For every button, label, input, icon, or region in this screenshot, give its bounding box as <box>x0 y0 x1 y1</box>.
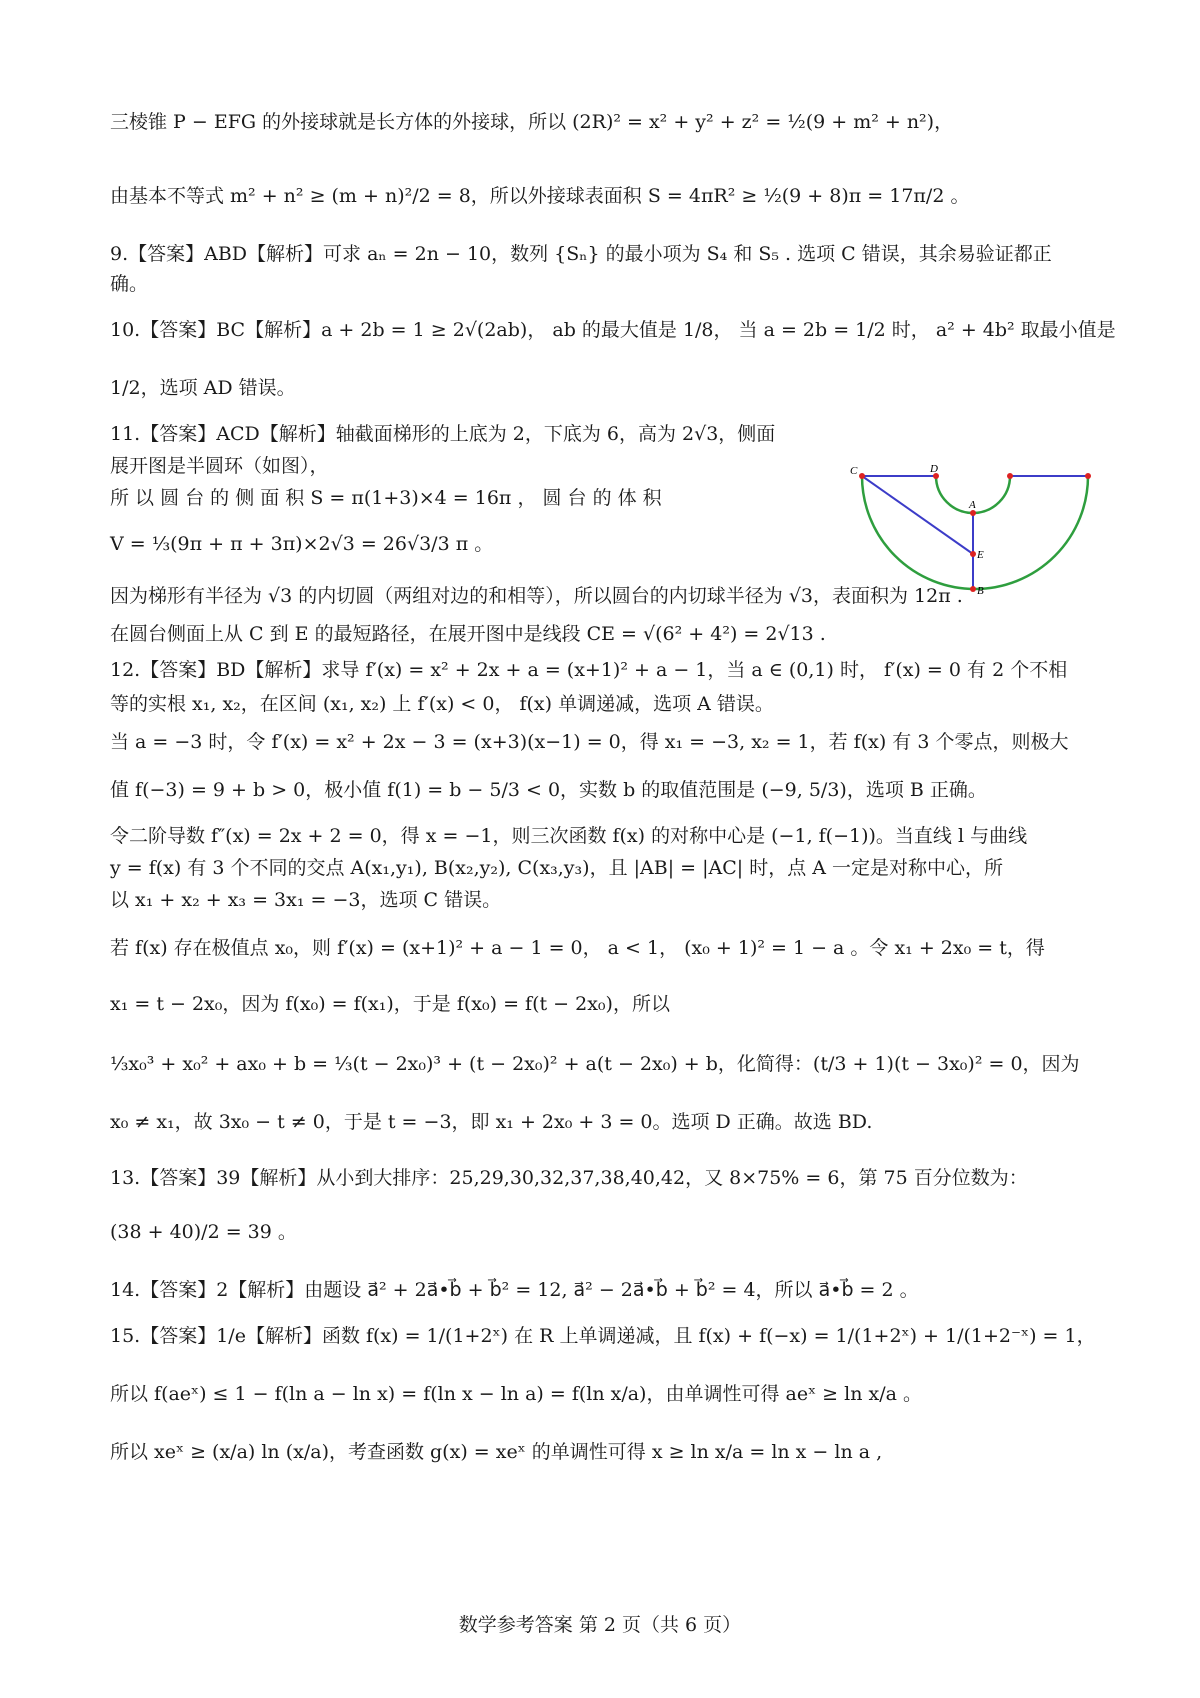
text-line: 展开图是半圆环（如图）， <box>110 455 329 477</box>
text-line: (38 + 40)/2 = 39 。 <box>110 1221 297 1243</box>
text-line: y = f(x) 有 3 个不同的交点 A(x₁,y₁), B(x₂,y₂), C(x₃,y₃)，且 |AB| = |AC| 时，点 A 一定是对称中心，所 <box>110 857 1004 879</box>
text-line: x₁ = t − 2x₀，因为 f(x₀) = f(x₁)，于是 f(x₀) = f(t − 2x₀)，所以 <box>110 993 670 1015</box>
text-line: 由基本不等式 m² + n² ≥ (m + n)²/2 = 8，所以外接球表面积 S = 4πR² ≥ ½(9 + 8)π = 17π/2 。 <box>110 185 970 207</box>
text-line: 11.【答案】ACD【解析】轴截面梯形的上底为 2，下底为 6，高为 2√3，侧面 <box>110 423 776 445</box>
text-line: x₀ ≠ x₁，故 3x₀ − t ≠ 0，于是 t = −3，即 x₁ + 2x₀ + 3 = 0。选项 D 正确。故选 BD. <box>110 1111 873 1133</box>
label-a: A <box>969 499 976 511</box>
text-line: 等的实根 x₁, x₂，在区间 (x₁, x₂) 上 f′(x) < 0， f(x) 单调递减，选项 A 错误。 <box>110 693 774 715</box>
point-c <box>859 473 865 479</box>
text-line: 因为梯形有半径为 √3 的内切圆（两组对边的和相等），所以圆台的内切球半径为 √3，表面积为 12π . <box>110 585 963 607</box>
text-line: V = ⅓(9π + π + 3π)×2√3 = 26√3/3 π 。 <box>110 533 494 555</box>
point-right-inner <box>1007 473 1013 479</box>
text-line: 1/2，选项 AD 错误。 <box>110 377 296 399</box>
text-line: 值 f(−3) = 9 + b > 0，极小值 f(1) = b − 5/3 < 0，实数 b 的取值范围是 (−9, 5/3)，选项 B 正确。 <box>110 779 987 801</box>
label-c: C <box>850 465 858 477</box>
text-line: 所 以 圆 台 的 侧 面 积 S = π(1+3)×4 = 16π ， 圆 台 的 体 积 <box>110 487 662 509</box>
text-line: 确。 <box>110 273 149 295</box>
text-line: ⅓x₀³ + x₀² + ax₀ + b = ⅓(t − 2x₀)³ + (t − 2x₀)² + a(t − 2x₀) + b，化简得：(t/3 + 1)(t − 3x₀)² = 0，因为 <box>110 1053 1080 1075</box>
text-line: 13.【答案】39【解析】从小到大排序：25,29,30,32,37,38,40,42，又 8×75% = 6，第 75 百分位数为： <box>110 1167 1028 1189</box>
label-e: E <box>977 549 984 561</box>
label-d: D <box>930 463 938 475</box>
point-right-outer <box>1085 473 1091 479</box>
text-line: 三棱锥 P − EFG 的外接球就是长方体的外接球，所以 (2R)² = x² + y² + z² = ½(9 + m² + n²)， <box>110 111 954 133</box>
text-line: 若 f(x) 存在极值点 x₀，则 f′(x) = (x+1)² + a − 1 = 0， a < 1， (x₀ + 1)² = 1 − a 。令 x₁ + 2x₀ = t，得 <box>110 937 1045 959</box>
segment-ce <box>862 476 973 554</box>
text-line: 当 a = −3 时，令 f′(x) = x² + 2x − 3 = (x+3)(x−1) = 0，得 x₁ = −3, x₂ = 1，若 f(x) 有 3 个零点，则极大 <box>110 731 1069 753</box>
text-line: 15.【答案】1/e【解析】函数 f(x) = 1/(1+2ˣ) 在 R 上单调递减，且 f(x) + f(−x) = 1/(1+2ˣ) + 1/(1+2⁻ˣ) = 1， <box>110 1325 1096 1347</box>
text-line: 所以 f(aeˣ) ≤ 1 − f(ln a − ln x) = f(ln x − ln a) = f(ln x/a)，由单调性可得 aeˣ ≥ ln x/a 。 <box>110 1383 922 1405</box>
text-line: 令二阶导数 f″(x) = 2x + 2 = 0，得 x = −1，则三次函数 f(x) 的对称中心是 (−1, f(−1))。当直线 l 与曲线 <box>110 825 1028 847</box>
text-line: 9.【答案】ABD【解析】可求 aₙ = 2n − 10，数列 {Sₙ} 的最小项为 S₄ 和 S₅ . 选项 C 错误，其余易验证都正 <box>110 243 1052 265</box>
text-line: 14.【答案】2【解析】由题设 a⃗² + 2a⃗•b⃗ + b⃗² = 12, a⃗² − 2a⃗•b⃗ + b⃗² = 4，所以 a⃗•b⃗ = 2 。 <box>110 1279 919 1301</box>
text-line: 所以 xeˣ ≥ (x/a) ln (x/a)，考查函数 g(x) = xeˣ 的单调性可得 x ≥ ln x/a = ln x − ln a , <box>110 1441 883 1463</box>
page-footer: 数学参考答案 第 2 页（共 6 页） <box>458 1614 742 1636</box>
text-line: 12.【答案】BD【解析】求导 f′(x) = x² + 2x + a = (x+1)² + a − 1，当 a ∈ (0,1) 时， f′(x) = 0 有 2 个不相 <box>110 659 1068 681</box>
frustum-unfolding-figure <box>850 462 1100 602</box>
point-e <box>970 551 976 557</box>
outer-arc <box>862 476 1088 589</box>
text-line: 10.【答案】BC【解析】a + 2b = 1 ≥ 2√(2ab)， ab 的最大值是 1/8， 当 a = 2b = 1/2 时， a² + 4b² 取最小值是 <box>110 319 1116 341</box>
text-line: 以 x₁ + x₂ + x₃ = 3x₁ = −3，选项 C 错误。 <box>110 889 502 911</box>
text-line: 在圆台侧面上从 C 到 E 的最短路径，在展开图中是线段 CE = √(6² + 4²) = 2√13 . <box>110 623 826 645</box>
label-b: B <box>977 585 984 597</box>
